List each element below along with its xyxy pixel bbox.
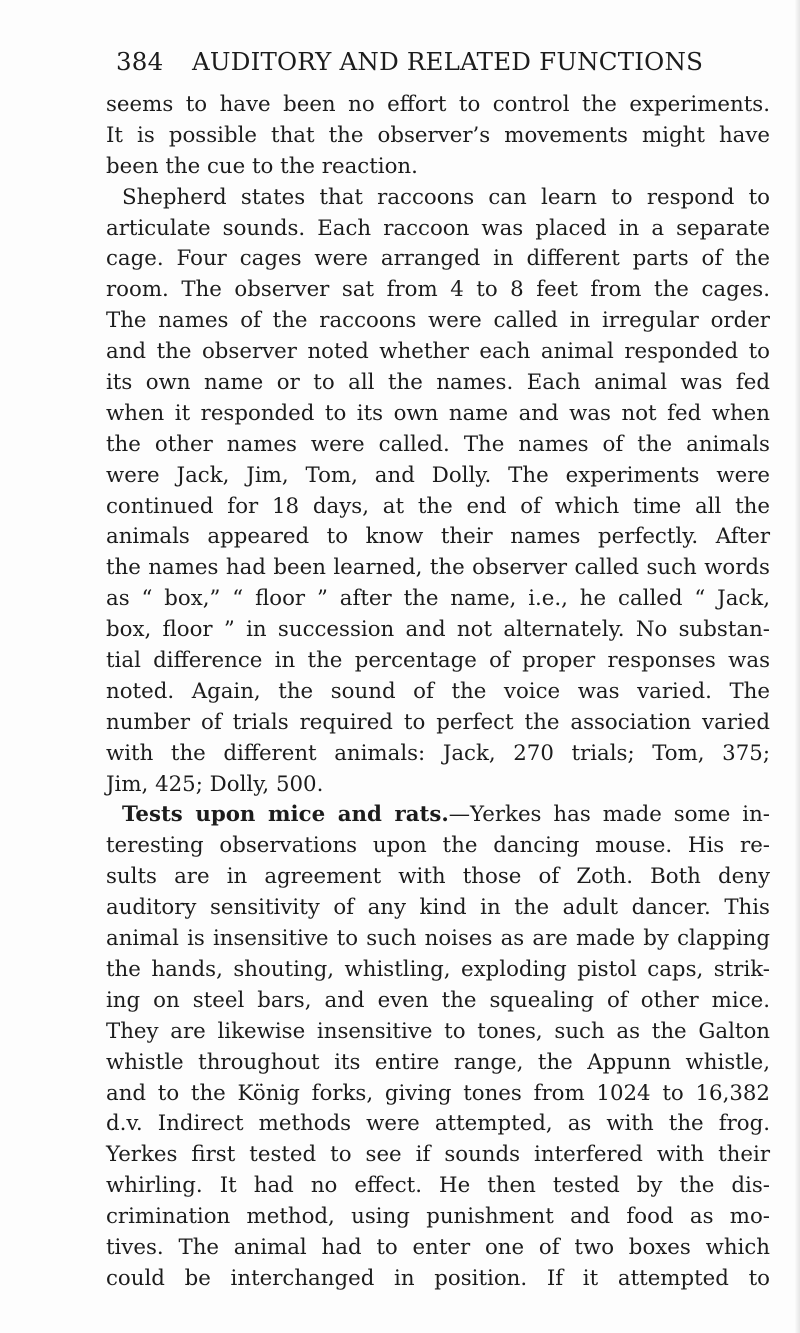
text-line: continued for 18 days, at the end of which time all the <box>106 493 770 519</box>
text-line: crimination method, using punishment and food as mo- <box>106 1204 770 1230</box>
text-line: and the observer noted whether each animal responded to <box>106 339 770 365</box>
text-line: tial difference in the percentage of proper responses was <box>106 648 770 674</box>
text-line: the names had been learned, the observer called such words <box>106 555 770 581</box>
text-line: auditory sensitivity of any kind in the adult dancer. This <box>106 895 770 921</box>
text-line: Yerkes first tested to see if sounds interfered with their <box>106 1142 770 1168</box>
text-line: sults are in agreement with those of Zoth. Both deny <box>106 864 770 890</box>
section-heading-tail: —Yerkes has made some <box>448 802 731 828</box>
text-line: box, floor ” in succession and not alternately. No substan- <box>106 617 770 643</box>
text-line: when it responded to its own name and was not fed when <box>106 400 770 426</box>
text-line: tives. The animal had to enter one of two boxes which <box>106 1234 770 1260</box>
text-line: room. The observer sat from 4 to 8 feet from the cages. <box>106 277 770 303</box>
text-line: cage. Four cages were arranged in different parts of the <box>106 246 770 272</box>
text-line-fragment: in- <box>742 802 770 828</box>
text-line: The names of the raccoons were called in irregular order <box>106 308 770 334</box>
text-line: Jim, 425; Dolly, 500. <box>106 771 324 797</box>
text-line: whistle throughout its entire range, the Appunn whistle, <box>106 1049 770 1075</box>
page-edge-shadow <box>794 0 800 1333</box>
text-line: teresting observations upon the dancing mouse. His re- <box>106 833 770 859</box>
text-line: ing on steel bars, and even the squealing of other mice. <box>106 987 770 1013</box>
text-line: could be interchanged in position. If it attempted to <box>106 1265 770 1291</box>
text-line: and to the König forks, giving tones from 1024 to 16,382 <box>106 1080 770 1106</box>
running-head <box>116 42 756 82</box>
text-line: It is possible that the observer’s movements might have <box>106 122 770 148</box>
text-line: as “ box,” “ floor ” after the name, i.e., he called “ Jack, <box>106 586 770 612</box>
text-line: the hands, shouting, whistling, exploding pistol caps, strik- <box>106 956 770 982</box>
section-heading: Tests upon mice and rats. <box>122 802 449 828</box>
text-line: number of trials required to perfect the association varied <box>106 709 770 735</box>
text-line: Shepherd states that raccoons can learn to respond to <box>122 184 770 210</box>
text-line: noted. Again, the sound of the voice was varied. The <box>106 678 770 704</box>
text-line: animals appeared to know their names perfectly. After <box>106 524 770 550</box>
text-line: were Jack, Jim, Tom, and Dolly. The experiments were <box>106 462 770 488</box>
text-line: seems to have been no effort to control the experiments. <box>106 92 770 117</box>
text-line: animal is insensitive to such noises as are made by clapping <box>106 926 770 952</box>
text-line: articulate sounds. Each raccoon was placed in a separate <box>106 215 770 241</box>
text-line: been the cue to the reaction. <box>106 153 418 179</box>
text-line: with the different animals: Jack, 270 trials; Tom, 375; <box>106 740 770 766</box>
section-heading-line <box>106 800 770 831</box>
text-line: the other names were called. The names of the animals <box>106 431 770 457</box>
text-line: whirling. It had no effect. He then tested by the dis- <box>106 1173 770 1199</box>
running-title: AUDITORY AND RELATED FUNCTIONS <box>192 47 704 76</box>
body-text <box>106 90 770 1295</box>
text-line: They are likewise insensitive to tones, such as the Galton <box>106 1018 770 1044</box>
page-number: 384 <box>116 47 164 76</box>
text-line: its own name or to all the names. Each animal was fed <box>106 370 770 396</box>
text-line: d.v. Indirect methods were attempted, as with the frog. <box>106 1111 770 1137</box>
